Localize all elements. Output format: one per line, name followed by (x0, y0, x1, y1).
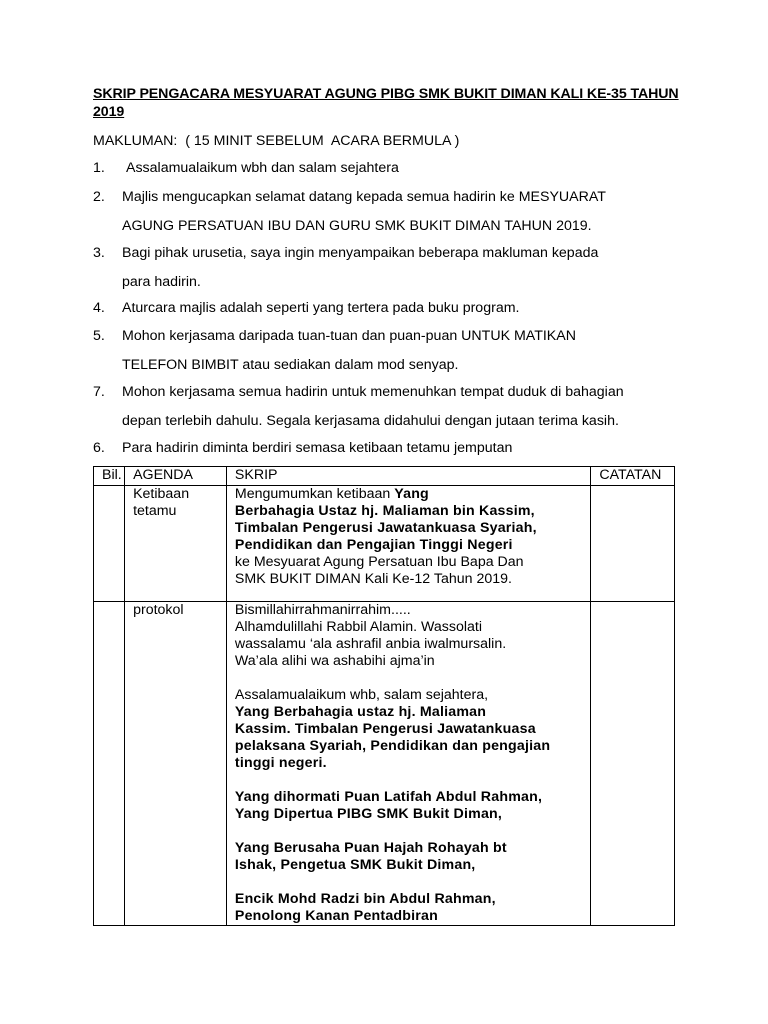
skrip-bold-line: pelaksana Syariah, Pendidikan dan pengajian (234, 738, 551, 754)
skrip-bold-line: Kassim. Timbalan Pengerusi Jawatankuasa (234, 721, 536, 737)
skrip-line: Assalamualaikum whb, salam sejahtera, (234, 687, 489, 703)
list-text (122, 322, 682, 379)
skrip-bold-line: tinggi negeri. (234, 755, 327, 771)
list-text-line: Bagi pihak urusetia, saya ingin menyampaikan beberapa makluman kepada (122, 245, 599, 261)
document-title: SKRIP PENGACARA MESYUARAT AGUNG PIBG SMK BUKIT DIMAN KALI KE-35 TAHUN 2019 (93, 86, 679, 120)
skrip-bold-line: Berbahagia Ustaz hj. Maliaman bin Kassim, (234, 503, 535, 519)
skrip-bold-line: Pendidikan dan Pengajian Tinggi Negeri (234, 537, 513, 553)
cell-skrip (226, 486, 590, 602)
header-bil: Bil. (94, 467, 125, 486)
skrip-bold-line: Yang dihormati Puan Latifah Abdul Rahman, (234, 789, 543, 805)
skrip-line: wassalamu ‘ala ashrafil anbia iwalmursalin. (234, 636, 507, 652)
spacer (235, 772, 590, 789)
header-agenda: AGENDA (125, 467, 227, 486)
list-text-line: TELEFON BIMBIT atau sediakan dalam mod senyap. (122, 356, 459, 373)
list-text (122, 378, 682, 435)
header-skrip: SKRIP (226, 467, 590, 486)
list-text (122, 183, 682, 240)
skrip-text: Mengumumkan ketibaan (234, 486, 395, 502)
skrip-bold-line: Timbalan Pengerusi Jawatankuasa Syariah, (234, 520, 537, 536)
cell-catatan (591, 486, 675, 602)
makluman-note: MAKLUMAN: ( 15 MINIT SEBELUM ACARA BERMULA ) (93, 133, 460, 149)
agenda-line: Ketibaan (133, 486, 190, 502)
skrip-line: Wa’ala alihi wa ashabihi ajma’in (234, 653, 435, 669)
header-catatan: CATATAN (591, 467, 675, 486)
list-number: 3. (93, 245, 105, 261)
spacer (235, 874, 590, 891)
list-number: 4. (93, 300, 105, 316)
cell-bil (94, 602, 125, 926)
list-text-line: Majlis mengucapkan selamat datang kepada semua hadirin ke MESYUARAT (122, 189, 606, 205)
skrip-bold-line: Penolong Kanan Pentadbiran (234, 908, 438, 924)
skrip-line: Bismillahirrahmanirrahim..... (234, 602, 411, 618)
list-text: Assalamualaikum wbh dan salam sejahtera (126, 160, 399, 176)
list-text-line: Mohon kerjasama daripada tuan-tuan dan puan-puan UNTUK MATIKAN (122, 328, 576, 344)
spacer (235, 823, 590, 840)
skrip-bold-text: Yang (394, 486, 429, 502)
list-number: 6. (93, 440, 105, 456)
agenda-line: tetamu (133, 503, 177, 519)
cell-agenda (125, 486, 227, 602)
cell-skrip (226, 602, 590, 926)
spacer (235, 670, 590, 687)
list-text: Aturcara majlis adalah seperti yang tertera pada buku program. (122, 300, 520, 316)
table-row (94, 602, 675, 926)
list-text: Para hadirin diminta berdiri semasa ketibaan tetamu jemputan (122, 440, 513, 456)
list-text (122, 239, 682, 296)
list-text-line: AGUNG PERSATUAN IBU DAN GURU SMK BUKIT DIMAN TAHUN 2019. (122, 217, 592, 234)
list-number: 7. (93, 384, 105, 400)
agenda-table (93, 466, 675, 926)
cell-catatan (591, 602, 675, 926)
list-number: 2. (93, 189, 105, 205)
skrip-bold-line: Yang Berbahagia ustaz hj. Maliaman (234, 704, 487, 720)
list-text-line: para hadirin. (122, 273, 201, 290)
table-row (94, 486, 675, 602)
skrip-bold-line: Encik Mohd Radzi bin Abdul Rahman, (234, 891, 496, 907)
agenda-line: protokol (133, 602, 184, 618)
skrip-line: ke Mesyuarat Agung Persatuan Ibu Bapa Dan (234, 554, 524, 570)
table-header-row (94, 467, 675, 486)
skrip-bold-line: Yang Dipertua PIBG SMK Bukit Diman, (234, 806, 503, 822)
skrip-line: SMK BUKIT DIMAN Kali Ke-12 Tahun 2019. (234, 571, 512, 587)
list-number: 5. (93, 328, 105, 344)
cell-bil (94, 486, 125, 602)
list-text-line: depan terlebih dahulu. Segala kerjasama didahului dengan jutaan terima kasih. (122, 412, 619, 429)
skrip-bold-line: Ishak, Pengetua SMK Bukit Diman, (234, 857, 476, 873)
list-text-line: Mohon kerjasama semua hadirin untuk memenuhkan tempat duduk di bahagian (122, 384, 624, 400)
list-number: 1. (93, 160, 105, 176)
skrip-line: Alhamdulillahi Rabbil Alamin. Wassolati (234, 619, 482, 635)
skrip-line (235, 486, 590, 503)
cell-agenda (125, 602, 227, 926)
skrip-bold-line: Yang Berusaha Puan Hajah Rohayah bt (234, 840, 507, 856)
